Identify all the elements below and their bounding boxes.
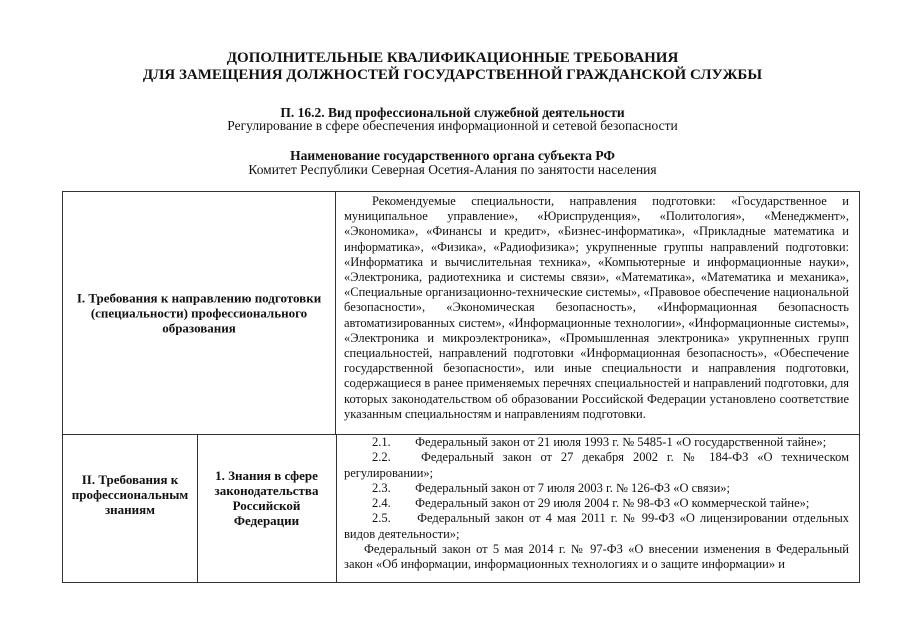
title-line-2: ДЛЯ ЗАМЕЩЕНИЯ ДОЛЖНОСТЕЙ ГОСУДАРСТВЕННОЙ ГРАЖДАНСКОЙ СЛУЖБЫ (142, 67, 763, 83)
legislation-knowledge-label: 1. Знания в сфере законодательства Российской Федерации (214, 468, 319, 528)
legislation-list-cell (344, 434, 849, 583)
list-item (344, 511, 849, 542)
list-item (344, 435, 849, 450)
item-number: 2.1. (372, 435, 391, 449)
list-item: Федеральный закон от 5 мая 2014 г. № 97-ФЗ «О внесении изменения в Федеральный закон «Об информации, информационных технологиях и о защите информации» и (344, 542, 849, 572)
table-row (63, 434, 859, 582)
education-requirements-text-cell (344, 192, 849, 436)
row-label-cell (63, 192, 336, 434)
row-label-cell (63, 434, 198, 582)
requirements-table (62, 191, 860, 583)
item-text: Федеральный закон от 21 июля 1993 г. № 5485-1 «О государственной тайне»; (415, 435, 827, 449)
item-text: Федеральный закон от 27 декабря 2002 г. № 184-ФЗ «О техническом регулировании»; (344, 450, 850, 480)
item-number: 2.5. (372, 511, 391, 526)
agency-name: Комитет Республики Северная Осетия-Алания по занятости населения (248, 162, 657, 177)
row-sublabel-cell (197, 434, 337, 582)
document-title (0, 50, 905, 84)
list-item (344, 496, 849, 511)
list-item (344, 481, 849, 496)
activity-description: Регулирование в сфере обеспечения информационной и сетевой безопасности (227, 118, 678, 133)
title-line-1: ДОПОЛНИТЕЛЬНЫЕ КВАЛИФИКАЦИОННЫЕ ТРЕБОВАНИЯ (226, 50, 679, 66)
table-row (63, 192, 859, 435)
activity-type: П. 16.2. Вид профессиональной служебной деятельности (280, 105, 625, 120)
education-requirements-label: I. Требования к направлению подготовки (специальности) профессионального образования (76, 290, 322, 336)
item-number: 2.3. (372, 480, 391, 495)
education-requirements-text: Рекомендуемые специальности, направления подготовки: «Государственное и муниципальное управление», «Юриспруденция», «Политология», «Менеджмент», «Экономика», «Финансы и кредит», «Бизнес-информатика», «Прикладные математика и информатика», «Физика», «Радиофизика»; укрупненные группы направлений подготовки: «Информатика и вычислительная техника», «Компьютерные и информационные науки», «Электроника, радиотехника и системы связи», «Математика», «Математика и механика», «Специальные организационно-технические системы», «Правовое обеспечение национальной безопасности», «Экономическая безопасность», «Информационная безопасность автоматизированных систем», «Информационные технологии», «Информационные системы», «Электроника и микроэлектроника», «Промышленная электроника» укрупненных групп специальностей, направлений подготовки «Информационная безопасность», «Обеспечение государственной безопасности», или иные специальности и направления подготовки, содержащиеся в ранее применяемых перечнях специальностей и направлений подготовки, для которых законодательством об образовании Российской Федерации установлено соответствие указанным специальностям и направлениям подготовки. (344, 194, 849, 421)
item-number: 2.4. (372, 496, 391, 511)
item-number: 2.2. (372, 450, 391, 465)
agency-label: Наименование государственного органа субъекта РФ (290, 148, 615, 163)
item-text: Федеральный закон от 29 июля 2004 г. № 98-ФЗ «О коммерческой тайне»; (415, 496, 810, 511)
item-text: Федеральный закон от 7 июля 2003 г. № 126-ФЗ «О связи»; (415, 480, 731, 495)
knowledge-requirements-label: II. Требования к профессиональным знаниям (71, 472, 189, 517)
item-text: Федеральный закон от 4 мая 2011 г. № 99-ФЗ «О лицензировании отдельных видов деятельности»; (344, 511, 850, 541)
list-item (344, 450, 849, 481)
